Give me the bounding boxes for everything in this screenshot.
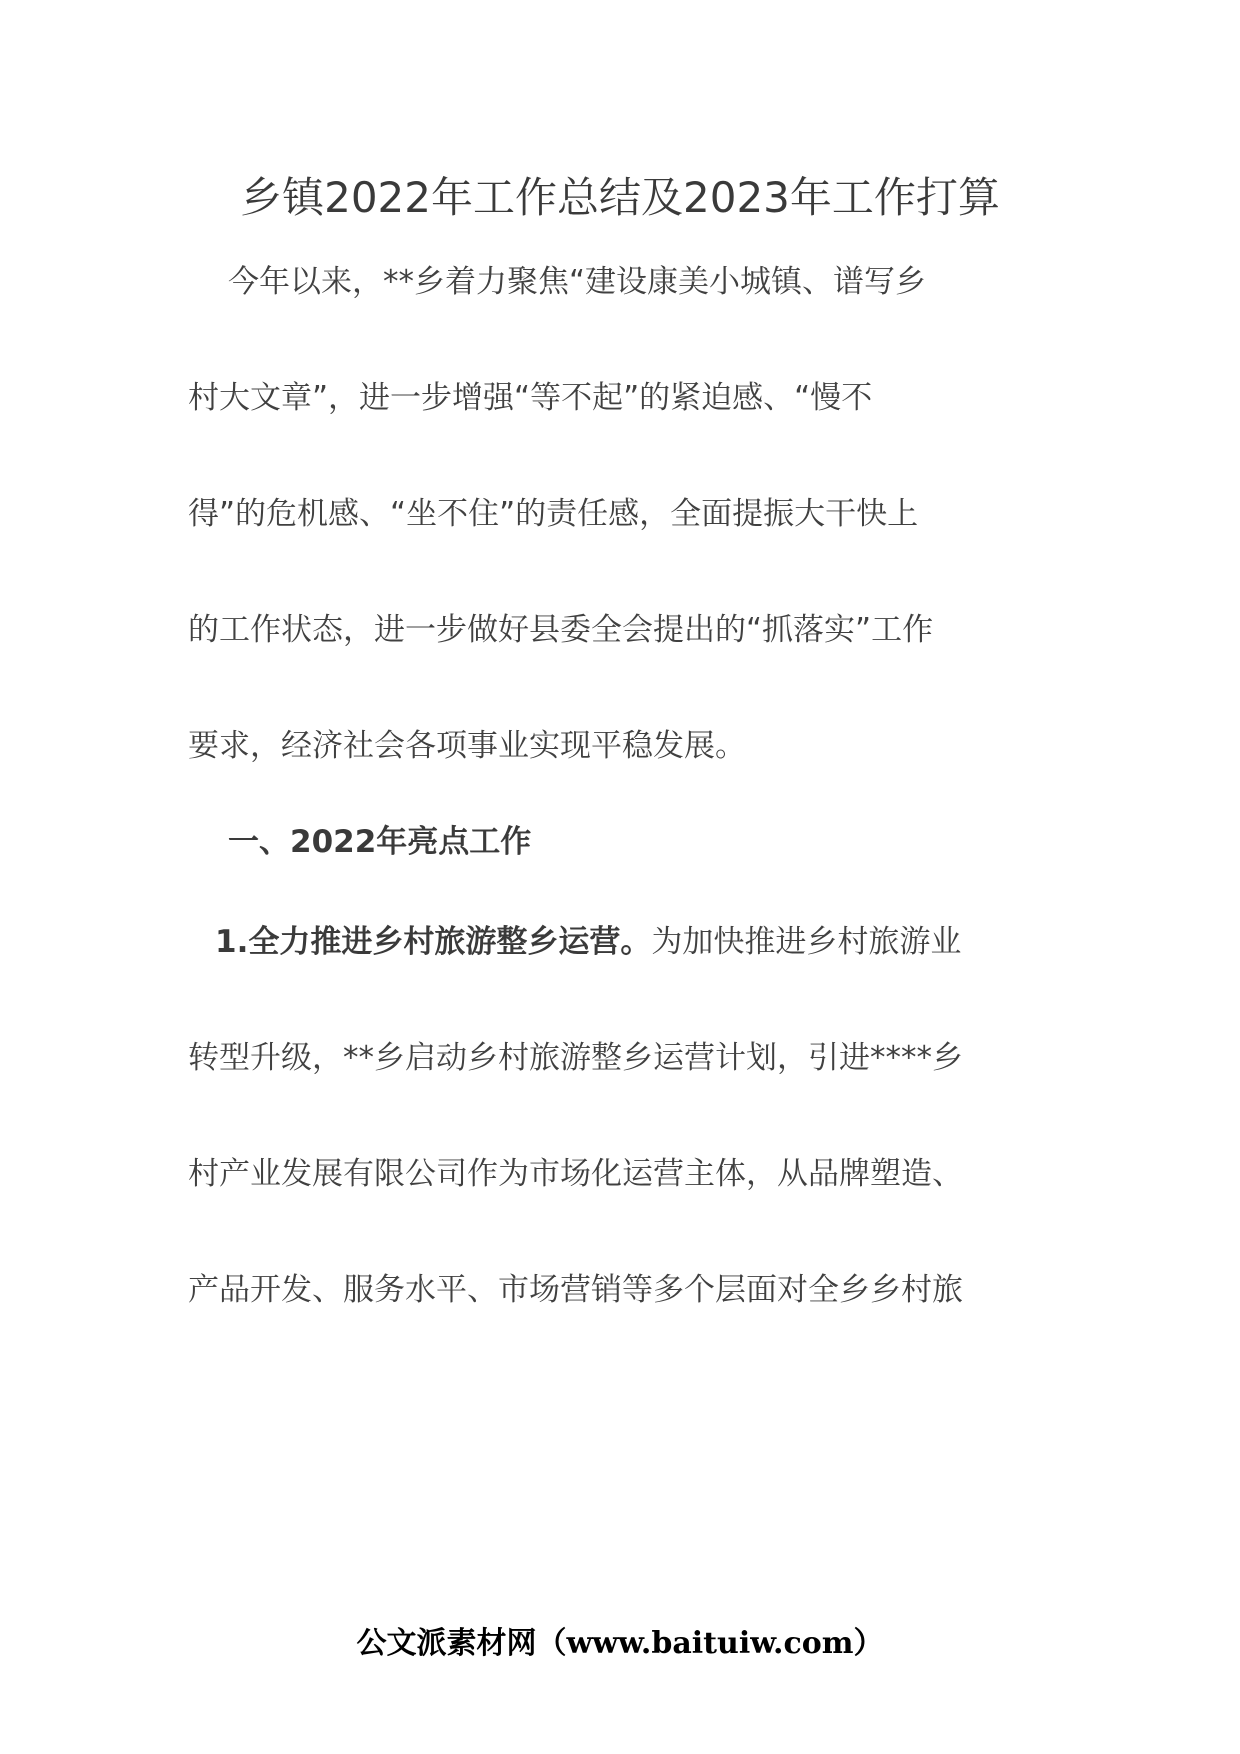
paragraph-line: 产品开发、服务水平、市场营销等多个层面对全乡乡村旅: [188, 1272, 963, 1308]
section-heading: 一、2022年亮点工作: [228, 824, 532, 860]
paragraph-line: 今年以来，**乡着力聚焦“建设康美小城镇、谱写乡: [228, 264, 927, 300]
paragraph-line: 村产业发展有限公司作为市场化运营主体，从品牌塑造、: [188, 1156, 963, 1192]
paragraph-line: 要求，经济社会各项事业实现平稳发展。: [188, 728, 746, 764]
paragraph-line: 村大文章”，进一步增强“等不起”的紧迫感、“慢不: [188, 380, 873, 416]
item-bold-lead: 1.全力推进乡村旅游整乡运营。: [215, 924, 652, 960]
paragraph-line: 的工作状态，进一步做好县委全会提出的“抓落实”工作: [188, 612, 934, 648]
item-lead-rest: 为加快推进乡村旅游业: [651, 924, 962, 960]
footer-watermark: 公文派素材网（www.baituiw.com）: [356, 1626, 884, 1661]
paragraph-line: 得”的危机感、“坐不住”的责任感，全面提振大干快上: [188, 496, 919, 532]
item-first-line: [215, 922, 961, 962]
paragraph-line: 转型升级，**乡启动乡村旅游整乡运营计划，引进****乡: [188, 1040, 963, 1076]
document-title: 乡镇2022年工作总结及2023年工作打算: [240, 173, 1000, 222]
